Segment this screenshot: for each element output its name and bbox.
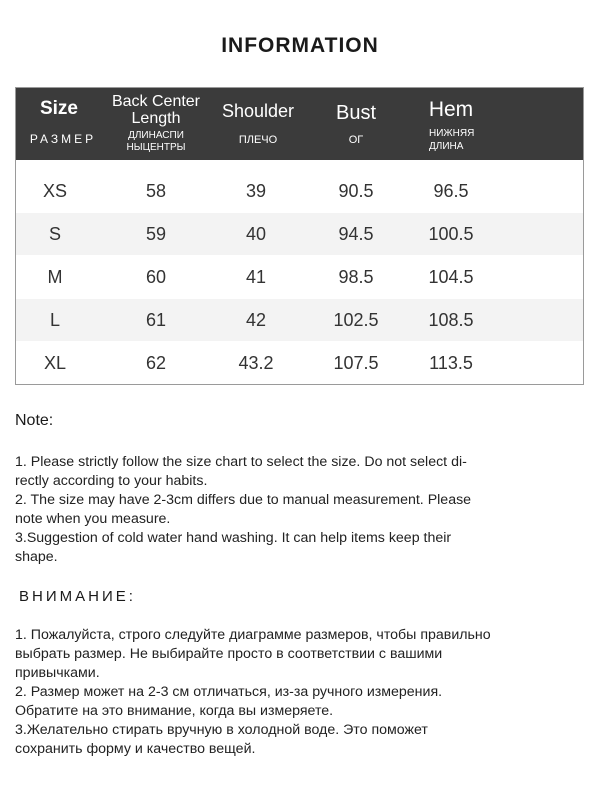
header-hem-ru-2: ДЛИНА bbox=[429, 141, 464, 152]
attention-item-1-line-3: привычками. bbox=[15, 665, 100, 681]
attention-item-3-line-2: сохранить форму и качество вещей. bbox=[15, 741, 256, 757]
note-item-2-line-2: note when you measure. bbox=[15, 511, 171, 527]
cell-shoulder: 41 bbox=[245, 267, 267, 287]
cell-back-center-length: 61 bbox=[145, 310, 167, 330]
table-header bbox=[16, 88, 583, 160]
attention-heading: ВНИМАНИЕ: bbox=[19, 588, 136, 605]
cell-hem: 113.5 bbox=[429, 353, 473, 373]
header-shoulder bbox=[208, 88, 308, 160]
header-back-center-ru-2: НЫЦЕНТРЫ bbox=[126, 142, 186, 153]
note-item-1-line-2: rectly according to your habits. bbox=[15, 473, 208, 489]
cell-hem: 100.5 bbox=[428, 224, 474, 244]
cell-bust: 102.5 bbox=[333, 310, 379, 330]
cell-size: S bbox=[48, 224, 61, 244]
attention-item-2-line-1: 2. Размер может на 2-3 см отличаться, из-за ручного измерения. bbox=[15, 684, 443, 700]
size-chart-table bbox=[15, 87, 584, 385]
cell-shoulder: 40 bbox=[245, 224, 267, 244]
header-shoulder-en: Shoulder bbox=[221, 101, 295, 121]
header-back-center-en-2: Length bbox=[131, 110, 181, 127]
header-size bbox=[16, 88, 102, 160]
header-hem-en: Hem bbox=[428, 98, 474, 121]
table-row bbox=[16, 170, 583, 212]
attention-item-2-line-2: Обратите на это внимание, когда вы измеряете. bbox=[15, 703, 334, 719]
header-back-center-en-1: Back Center bbox=[111, 93, 201, 110]
note-item-3-line-2: shape. bbox=[15, 549, 58, 565]
table-row bbox=[16, 299, 583, 341]
cell-bust: 98.5 bbox=[338, 267, 374, 287]
cell-bust: 94.5 bbox=[338, 224, 374, 244]
table-row bbox=[16, 213, 583, 255]
header-bust-ru: ОГ bbox=[348, 134, 364, 146]
header-hem-ru-1: НИЖНЯЯ bbox=[429, 128, 475, 139]
header-hem bbox=[401, 88, 501, 160]
page-title: INFORMATION bbox=[221, 34, 379, 57]
cell-back-center-length: 62 bbox=[145, 353, 167, 373]
cell-hem: 104.5 bbox=[428, 267, 474, 287]
cell-size: L bbox=[49, 310, 60, 330]
cell-hem: 96.5 bbox=[433, 181, 469, 201]
header-shoulder-ru: ПЛЕЧО bbox=[238, 134, 278, 146]
note-item-1 bbox=[15, 453, 585, 567]
header-bust-en: Bust bbox=[335, 102, 377, 124]
cell-hem: 108.5 bbox=[428, 310, 474, 330]
cell-size: XS bbox=[42, 181, 67, 201]
header-back-center-length bbox=[106, 88, 206, 160]
note-item-1-line-1: 1. Please strictly follow the size chart to select the size. Do not select di- bbox=[15, 454, 467, 470]
cell-size: M bbox=[47, 267, 63, 287]
cell-back-center-length: 60 bbox=[145, 267, 167, 287]
attention-item-1-line-1: 1. Пожалуйста, строго следуйте диаграмме размеров, чтобы правильно bbox=[15, 627, 491, 643]
header-back-center-ru-1: ДЛИНАСПИ bbox=[128, 130, 184, 141]
cell-shoulder: 43.2 bbox=[238, 353, 274, 373]
attention-item-1-line-2: выбрать размер. Не выбирайте просто в соответствии с вашими bbox=[15, 646, 443, 662]
note-heading: Note: bbox=[15, 412, 54, 429]
cell-back-center-length: 59 bbox=[145, 224, 167, 244]
cell-shoulder: 42 bbox=[245, 310, 267, 330]
cell-size: XL bbox=[43, 353, 67, 373]
note-item-2-line-1: 2. The size may have 2-3cm differs due to manual measurement. Please bbox=[15, 492, 472, 508]
cell-shoulder: 39 bbox=[245, 181, 267, 201]
note-item-3-line-1: 3.Suggestion of cold water hand washing. It can help items keep their bbox=[15, 530, 452, 546]
attention-item-3-line-1: 3.Желательно стирать вручную в холодной воде. Это поможет bbox=[15, 722, 428, 738]
cell-bust: 107.5 bbox=[333, 353, 379, 373]
table-row bbox=[16, 342, 583, 384]
table-row bbox=[16, 256, 583, 298]
header-bust bbox=[306, 88, 406, 160]
cell-back-center-length: 58 bbox=[145, 181, 167, 201]
header-size-en: Size bbox=[39, 98, 79, 119]
attention-items bbox=[15, 626, 585, 759]
cell-bust: 90.5 bbox=[338, 181, 374, 201]
header-size-ru: РАЗМЕР bbox=[29, 132, 97, 146]
